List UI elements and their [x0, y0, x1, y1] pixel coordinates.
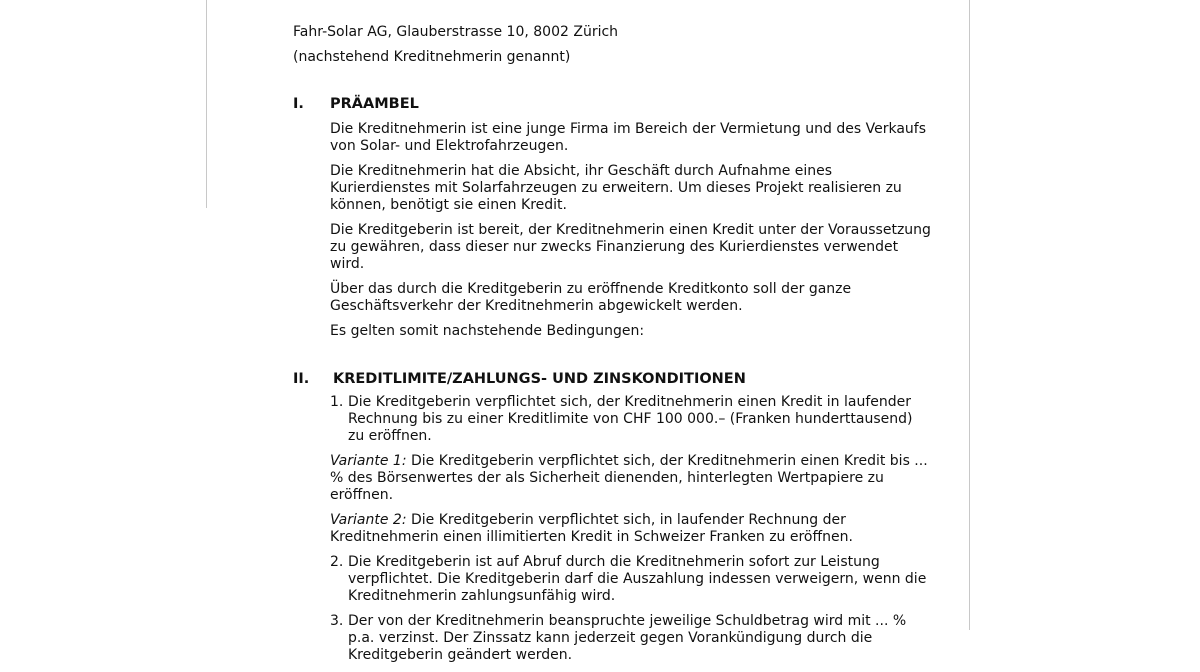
- page-edge-left: [206, 0, 207, 208]
- section-title: KREDITLIMITE/ZAHLUNGS- UND ZINSKONDITIONEN: [333, 371, 746, 387]
- document-page: [293, 24, 933, 672]
- paragraph: Die Kreditgeberin ist bereit, der Kreditnehmerin einen Kredit unter der Voraussetzung zu gewähren, dass dieser nur zwecks Finanzierung des Kurierdienstes verwendet wird.: [330, 222, 931, 272]
- numbered-clause: [330, 394, 933, 445]
- clause-text: Die Kreditgeberin verpflichtet sich, der Kreditnehmerin einen Kredit in laufender Rechnung bis zu einer Kreditlimite von CHF 100 000.– (Franken hunderttausend) zu eröffnen.: [348, 394, 913, 444]
- numbered-clause: [330, 613, 933, 664]
- paragraph: Die Kreditnehmerin hat die Absicht, ihr Geschäft durch Aufnahme eines Kurierdienstes mit Solarfahrzeugen zu erweitern. Um dieses Projekt realisieren zu können, benötigt sie einen Kredit.: [330, 163, 902, 213]
- variant-clause: [330, 512, 933, 546]
- clause-number: 3.: [330, 613, 344, 629]
- paragraph: Es gelten somit nachstehende Bedingungen:: [330, 323, 645, 339]
- variant-label: Variante 2:: [330, 512, 407, 528]
- paragraph: Über das durch die Kreditgeberin zu eröffnende Kreditkonto soll der ganze Geschäftsverkehr der Kreditnehmerin abgewickelt werden.: [330, 281, 852, 314]
- section-body-kreditlimite: [293, 394, 933, 664]
- party-name: Fahr-Solar AG, Glauberstrasse 10, 8002 Zürich: [293, 24, 619, 40]
- numbered-clause: [330, 554, 933, 605]
- clause-number: 2.: [330, 554, 344, 570]
- party-note: (nachstehend Kreditnehmerin genannt): [293, 49, 571, 65]
- section-body-praeambel: [293, 121, 933, 340]
- section-number: I.: [293, 96, 304, 112]
- paragraph: Die Kreditnehmerin ist eine junge Firma im Bereich der Vermietung und des Verkaufs von Solar- und Elektrofahrzeugen.: [330, 121, 926, 154]
- variant-text: Die Kreditgeberin verpflichtet sich, in laufender Rechnung der Kreditnehmerin einen illimitierten Kredit in Schweizer Franken zu eröffnen.: [330, 512, 853, 545]
- variant-clause: [330, 453, 933, 504]
- clause-text: Der von der Kreditnehmerin beanspruchte jeweilige Schuldbetrag wird mit ... % p.a. verzinst. Der Zinssatz kann jederzeit gegen Vorankündigung durch die Kreditgeberin geändert werden.: [348, 613, 907, 663]
- variant-text: Die Kreditgeberin verpflichtet sich, der Kreditnehmerin einen Kredit bis ... % des Börsenwertes der als Sicherheit dienenden, hinterlegten Wertpapiere zu eröffnen.: [330, 453, 928, 503]
- clause-text: Die Kreditgeberin ist auf Abruf durch die Kreditnehmerin sofort zur Leistung verpflichtet. Die Kreditgeberin darf die Auszahlung indessen verweigern, wenn die Kreditnehmerin zahlungsunfähig wird.: [348, 554, 927, 604]
- section-heading-praeambel: [293, 96, 933, 113]
- clause-number: 1.: [330, 394, 344, 410]
- section-heading-kreditlimite: [293, 371, 933, 388]
- page-edge-right: [969, 0, 970, 630]
- section-number: II.: [293, 371, 310, 387]
- variant-label: Variante 1:: [330, 453, 407, 469]
- section-title: PRÄAMBEL: [330, 96, 419, 112]
